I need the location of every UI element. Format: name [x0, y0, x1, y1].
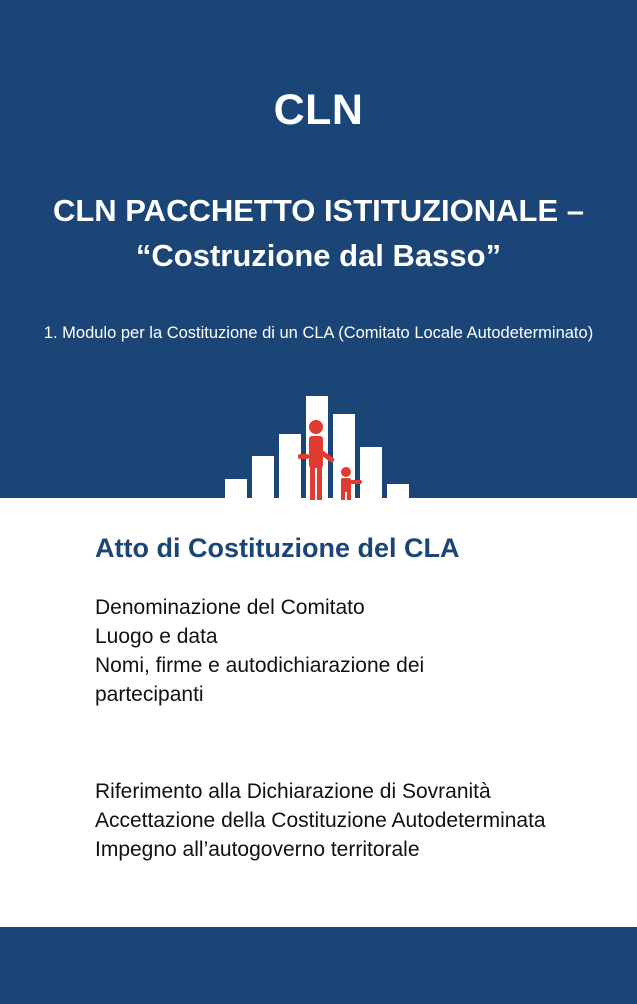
- footer-band: [0, 927, 637, 1004]
- list-item: Nomi, firme e autodichiarazione dei: [95, 654, 425, 677]
- building-2: [252, 456, 274, 500]
- package-subtitle: “Costruzione dal Basso”: [135, 238, 502, 273]
- module-description: 1. Modulo per la Costituzione di un CLA (Comitato Locale Autodeterminato): [43, 324, 594, 342]
- building-3: [279, 434, 301, 500]
- section-title: Atto di Costituzione del CLA: [95, 533, 460, 563]
- list-item: Riferimento alla Dichiarazione di Sovranità: [95, 780, 491, 803]
- logo-title: CLN: [273, 86, 364, 134]
- list-item: Luogo e data: [95, 625, 218, 648]
- required-data-list: [95, 593, 615, 709]
- building-1: [225, 479, 247, 500]
- building-6: [360, 447, 382, 500]
- building-7: [387, 484, 409, 500]
- city-skyline-with-family-icon: [222, 392, 412, 500]
- list-item: Impegno all’autogoverno territorale: [95, 838, 420, 861]
- list-item: Denominazione del Comitato: [95, 596, 365, 619]
- list-item: Accettazione della Costituzione Autodeterminata: [95, 809, 546, 832]
- list-item: partecipanti: [95, 683, 204, 706]
- commitments-list: [95, 777, 615, 864]
- package-title: CLN PACCHETTO ISTITUZIONALE –: [52, 193, 585, 228]
